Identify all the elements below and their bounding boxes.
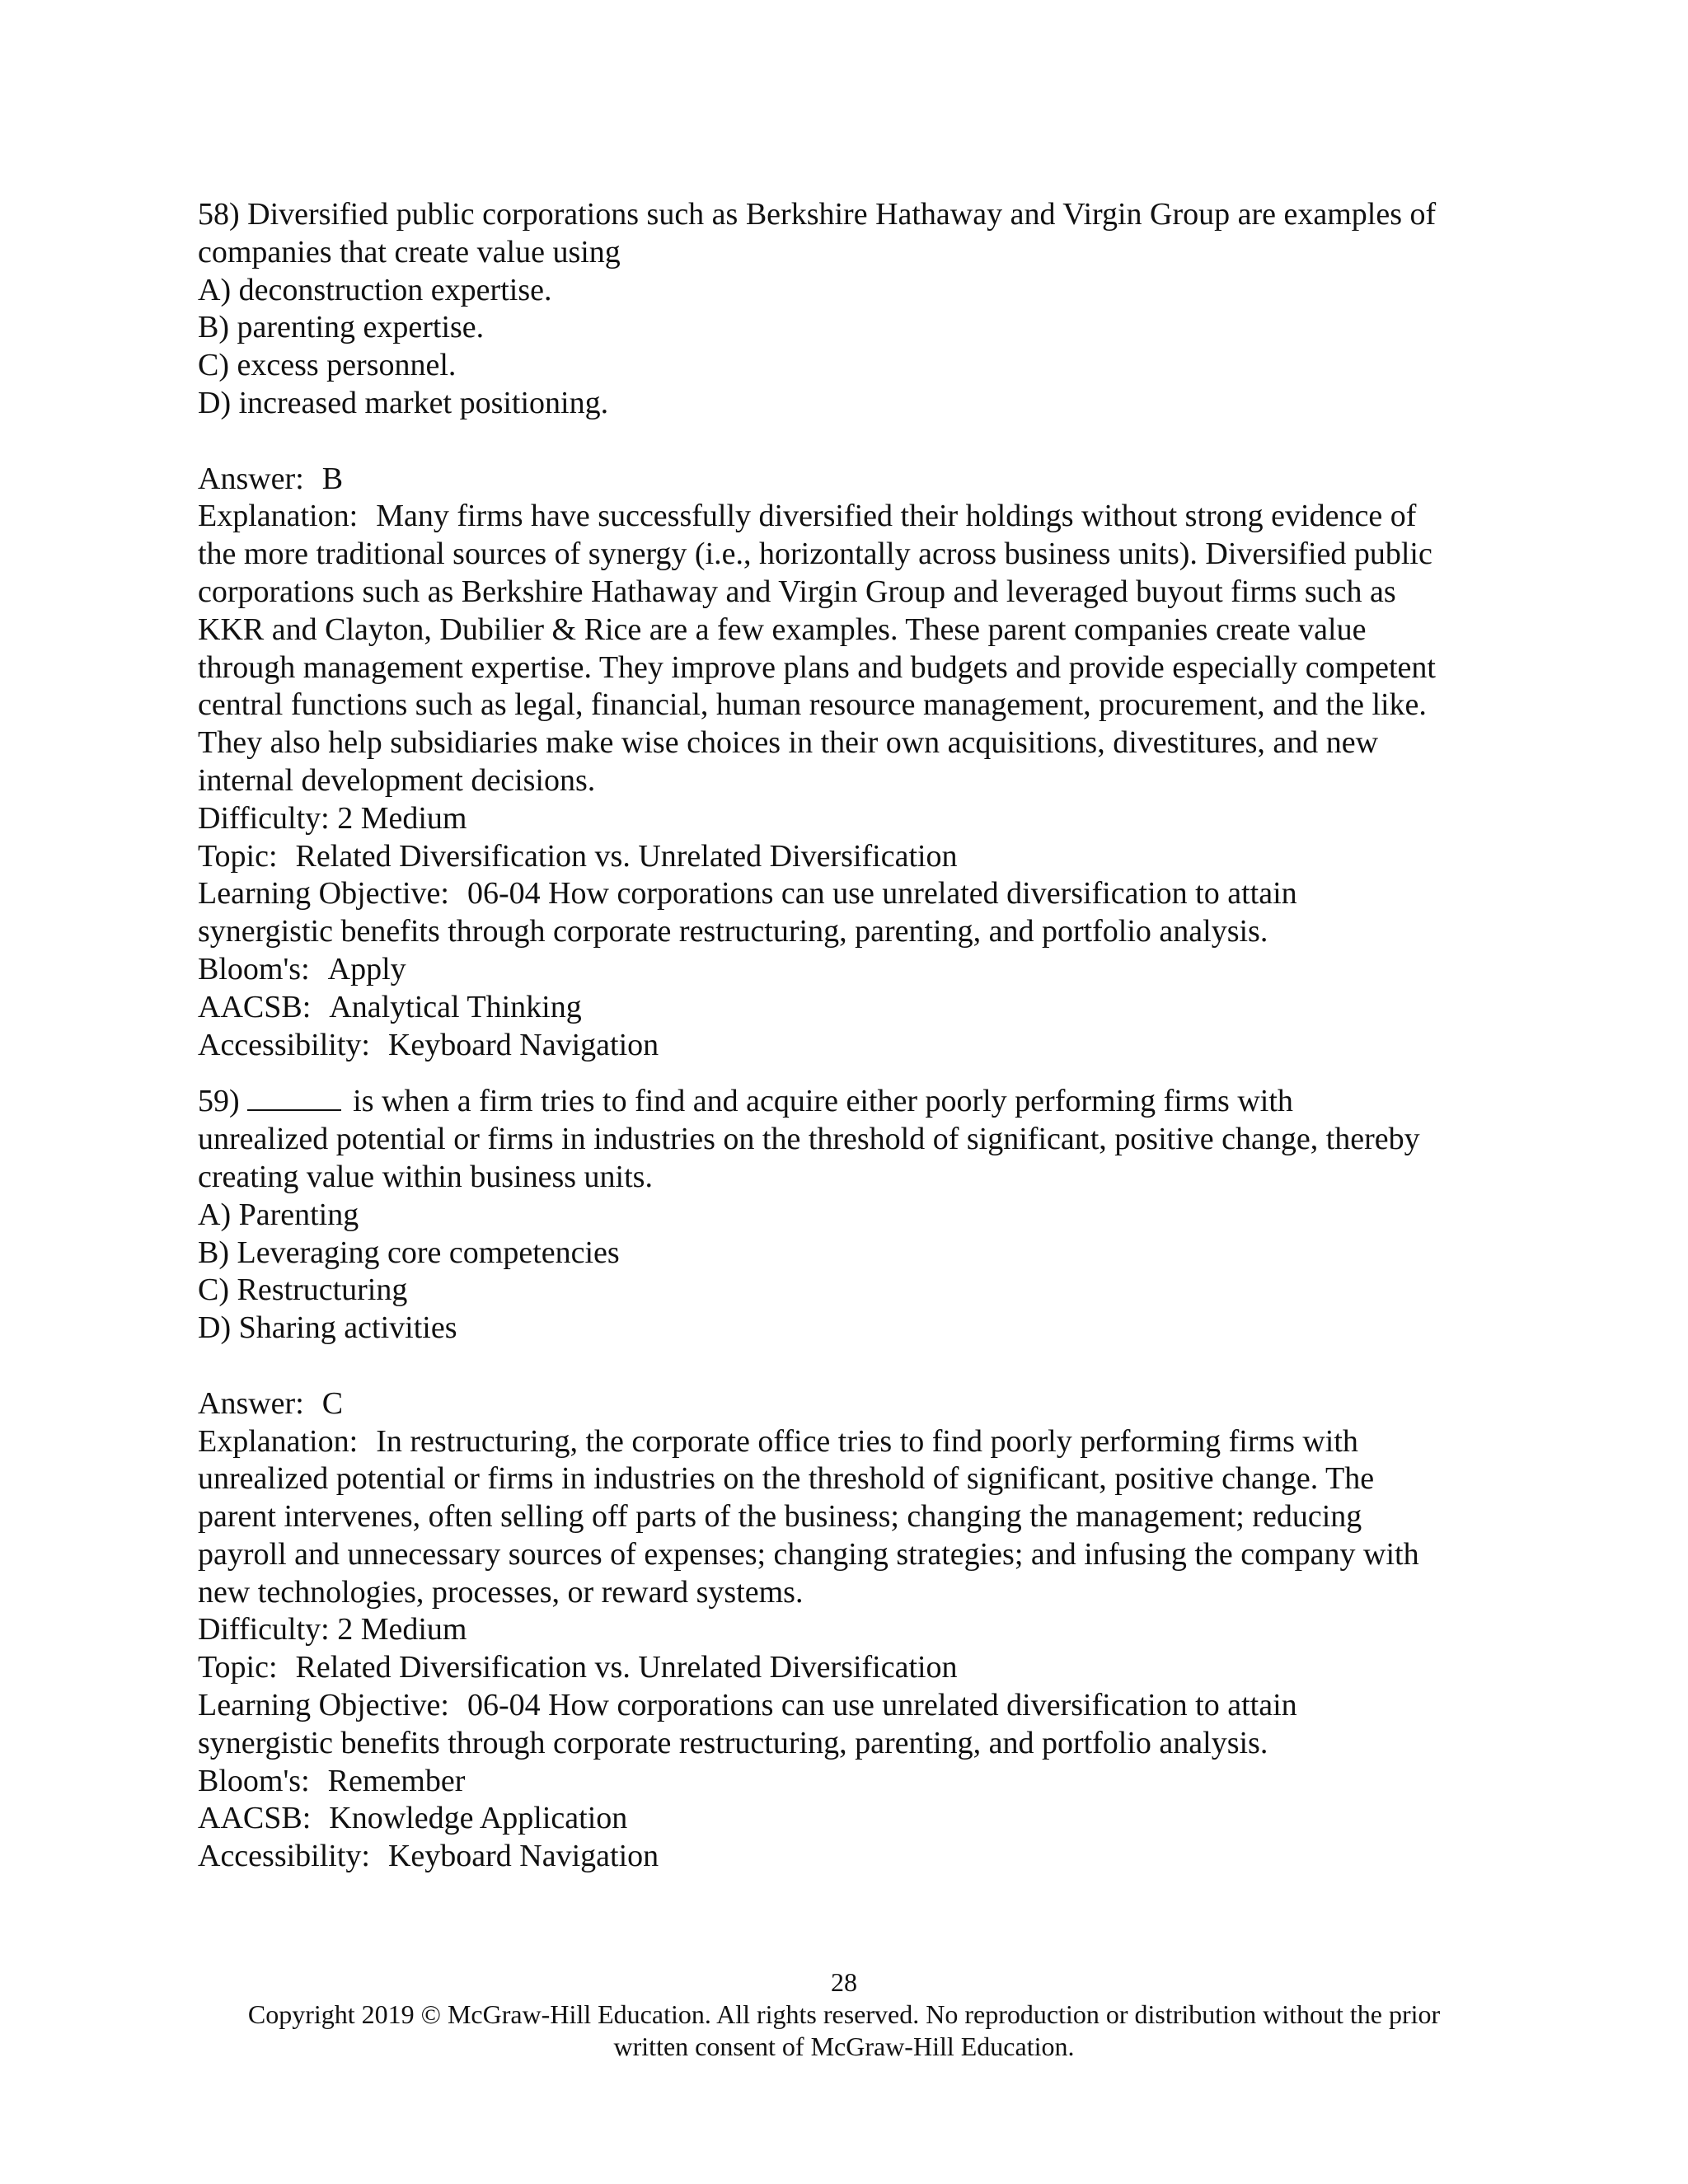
question-number: 59) (198, 1084, 240, 1119)
blooms-label: Bloom's: (198, 1763, 310, 1798)
explanation-text: parent intervenes, often selling off parts of the business; changing the management; reducing (198, 1499, 1362, 1535)
difficulty: Difficulty: 2 Medium (198, 1612, 467, 1647)
answer-line (198, 461, 1517, 499)
option-c: C) excess personnel. (198, 348, 457, 383)
question-stem-line (198, 1083, 1517, 1121)
option-d: D) increased market positioning. (198, 385, 609, 420)
page-number: 28 (831, 1967, 857, 1997)
explanation-text: Many firms have successfully diversified their holdings without strong evidence of (376, 499, 1417, 534)
learning-objective-line (198, 875, 1517, 913)
aacsb-value: Knowledge Application (329, 1801, 628, 1836)
explanation-text: corporations such as Berkshire Hathaway and Virgin Group and leveraged buyout firms such as (198, 574, 1396, 609)
copyright-line: written consent of McGraw-Hill Education. (613, 2032, 1075, 2061)
learning-objective-line (198, 1687, 1517, 1725)
explanation-text: new technologies, processes, or reward systems. (198, 1574, 804, 1610)
explanation-label: Explanation: (198, 499, 359, 534)
topic-label: Topic: (198, 1650, 278, 1685)
topic-line (198, 838, 1517, 876)
question-stem-line: unrealized potential or firms in industries on the threshold of significant, positive change, thereby (198, 1122, 1420, 1157)
answer-value: B (321, 461, 344, 496)
fill-in-blank (247, 1085, 341, 1111)
accessibility-line (198, 1838, 1517, 1876)
explanation-text: In restructuring, the corporate office tries to find poorly performing firms with (376, 1423, 1358, 1459)
explanation-text: unrealized potential or firms in industries on the threshold of significant, positive change. The (198, 1461, 1375, 1497)
explanation-text: KKR and Clayton, Dubilier & Rice are a few examples. These parent companies create value (198, 612, 1367, 647)
blooms-label: Bloom's: (198, 951, 310, 987)
learning-objective-label: Learning Objective: (198, 876, 449, 912)
accessibility-label: Accessibility: (198, 1839, 370, 1874)
accessibility-value: Keyboard Navigation (387, 1839, 659, 1874)
option-a: A) deconstruction expertise. (198, 272, 552, 307)
explanation-text: They also help subsidiaries make wise choices in their own acquisitions, divestitures, and new (198, 725, 1379, 761)
explanation-text: internal development decisions. (198, 762, 596, 798)
accessibility-line (198, 1027, 1517, 1065)
aacsb-value: Analytical Thinking (329, 989, 582, 1024)
option-b: B) parenting expertise. (198, 310, 485, 345)
option-c: C) Restructuring (198, 1272, 408, 1308)
answer-label: Answer: (198, 461, 304, 496)
option-b: B) Leveraging core competencies (198, 1235, 620, 1270)
copyright-notice (0, 1999, 1688, 2063)
topic-value: Related Diversification vs. Unrelated Diversification (295, 1650, 958, 1685)
aacsb-label: AACSB: (198, 989, 312, 1024)
question-stem-line: 58) Diversified public corporations such as Berkshire Hathaway and Virgin Group are examples of (198, 197, 1437, 232)
learning-objective-text: 06-04 How corporations can use unrelated diversification to attain (467, 1688, 1297, 1723)
answer-line (198, 1385, 1517, 1423)
answer-value: C (321, 1385, 344, 1421)
answer-label: Answer: (198, 1385, 304, 1421)
question-stem-line: companies that create value using (198, 234, 621, 269)
explanation-text: payroll and unnecessary sources of expenses; changing strategies; and infusing the company with (198, 1536, 1419, 1572)
difficulty: Difficulty: 2 Medium (198, 800, 467, 836)
explanation-text: through management expertise. They improve plans and budgets and provide especially competent (198, 649, 1436, 685)
accessibility-label: Accessibility: (198, 1027, 370, 1062)
explanation-text: central functions such as legal, financial, human resource management, procurement, and the like. (198, 687, 1427, 723)
copyright-line: Copyright 2019 © McGraw-Hill Education. All rights reserved. No reproduction or distribution without the prior (247, 1999, 1441, 2029)
page-content (198, 196, 1517, 1876)
blooms-value: Apply (327, 951, 406, 987)
option-d: D) Sharing activities (198, 1310, 457, 1346)
explanation-line (198, 498, 1517, 536)
question-59 (198, 1083, 1517, 1876)
explanation-line (198, 1423, 1517, 1461)
option-a: A) Parenting (198, 1197, 359, 1232)
topic-line (198, 1649, 1517, 1687)
blooms-line (198, 1763, 1517, 1801)
accessibility-value: Keyboard Navigation (387, 1027, 659, 1062)
aacsb-line (198, 989, 1517, 1027)
explanation-label: Explanation: (198, 1423, 359, 1459)
learning-objective-text: synergistic benefits through corporate restructuring, parenting, and portfolio analysis. (198, 1725, 1268, 1760)
learning-objective-text: 06-04 How corporations can use unrelated diversification to attain (467, 876, 1297, 912)
blooms-value: Remember (327, 1763, 466, 1798)
aacsb-label: AACSB: (198, 1801, 312, 1836)
question-stem-line: creating value within business units. (198, 1159, 653, 1194)
question-58 (198, 196, 1517, 1064)
aacsb-line (198, 1800, 1517, 1838)
topic-value: Related Diversification vs. Unrelated Diversification (295, 838, 958, 874)
learning-objective-text: synergistic benefits through corporate restructuring, parenting, and portfolio analysis. (198, 914, 1268, 949)
explanation-text: the more traditional sources of synergy (i.e., horizontally across business units). Diversified public (198, 537, 1432, 572)
topic-label: Topic: (198, 838, 278, 874)
learning-objective-label: Learning Objective: (198, 1688, 449, 1723)
question-stem-text: is when a firm tries to find and acquire either poorly performing firms with (353, 1084, 1293, 1119)
blooms-line (198, 951, 1517, 989)
